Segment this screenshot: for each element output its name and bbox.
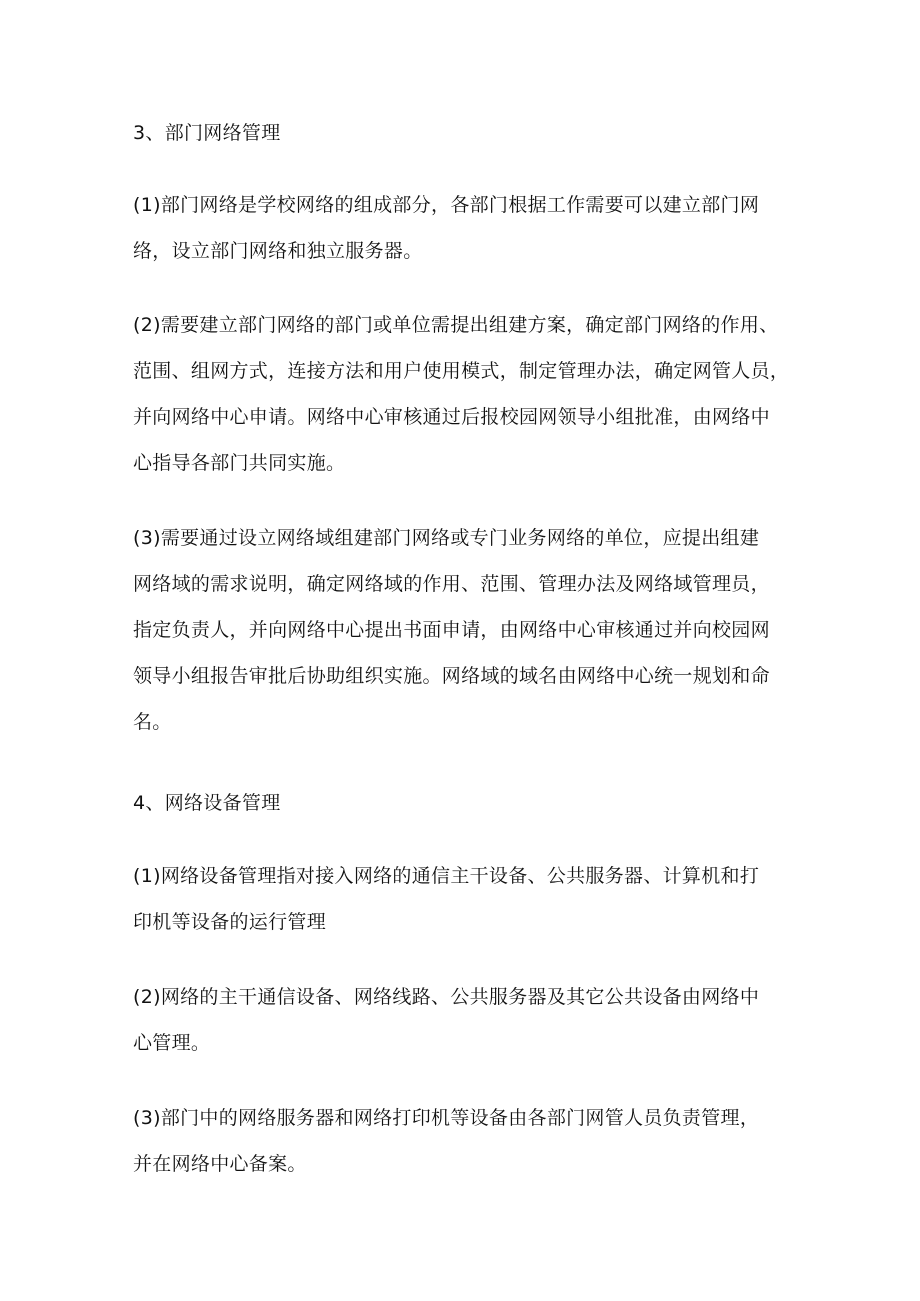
paragraph-4-3 bbox=[133, 1095, 813, 1187]
paragraph-line: 指定负责人，并向网络中心提出书面申请，由网络中心审核通过并向校园网 bbox=[133, 619, 770, 641]
paragraph-line: 名。 bbox=[133, 711, 172, 733]
paragraph-line: (3)部门中的网络服务器和网络打印机等设备由各部门网管人员负责管理， bbox=[133, 1107, 760, 1129]
paragraph-line: 印机等设备的运行管理 bbox=[133, 911, 327, 933]
paragraph-line: 心管理。 bbox=[133, 1032, 211, 1054]
heading-text: 3、部门网络管理 bbox=[133, 122, 281, 144]
paragraph-line: 并向网络中心申请。网络中心审核通过后报校园网领导小组批准，由网络中 bbox=[133, 406, 770, 428]
paragraph-4-1 bbox=[133, 853, 813, 945]
paragraph-3-3 bbox=[133, 515, 813, 745]
paragraph-line: 心指导各部门共同实施。 bbox=[133, 452, 346, 474]
paragraph-line: (2)网络的主干通信设备、网络线路、公共服务器及其它公共设备由网络中 bbox=[133, 986, 760, 1008]
section-heading-4 bbox=[133, 780, 813, 826]
heading-text: 4、网络设备管理 bbox=[133, 792, 281, 814]
paragraph-line: 范围、组网方式，连接方法和用户使用模式，制定管理办法，确定网管人员， bbox=[133, 360, 790, 382]
paragraph-line: (3)需要通过设立网络域组建部门网络或专门业务网络的单位，应提出组建 bbox=[133, 527, 760, 549]
paragraph-4-2 bbox=[133, 974, 813, 1066]
paragraph-3-2 bbox=[133, 302, 813, 486]
paragraph-line: 并在网络中心备案。 bbox=[133, 1153, 307, 1175]
paragraph-line: (1)网络设备管理指对接入网络的通信主干设备、公共服务器、计算机和打 bbox=[133, 865, 760, 887]
paragraph-line: 网络域的需求说明，确定网络域的作用、范围、管理办法及网络域管理员， bbox=[133, 573, 770, 595]
paragraph-line: 领导小组报告审批后协助组织实施。网络域的域名由网络中心统一规划和命 bbox=[133, 665, 770, 687]
paragraph-line: (2)需要建立部门网络的部门或单位需提出组建方案，确定部门网络的作用、 bbox=[133, 314, 779, 336]
paragraph-line: 络，设立部门网络和独立服务器。 bbox=[133, 240, 423, 262]
section-heading-3 bbox=[133, 110, 813, 156]
paragraph-3-1 bbox=[133, 182, 813, 274]
paragraph-line: (1)部门网络是学校网络的组成部分，各部门根据工作需要可以建立部门网 bbox=[133, 194, 760, 216]
